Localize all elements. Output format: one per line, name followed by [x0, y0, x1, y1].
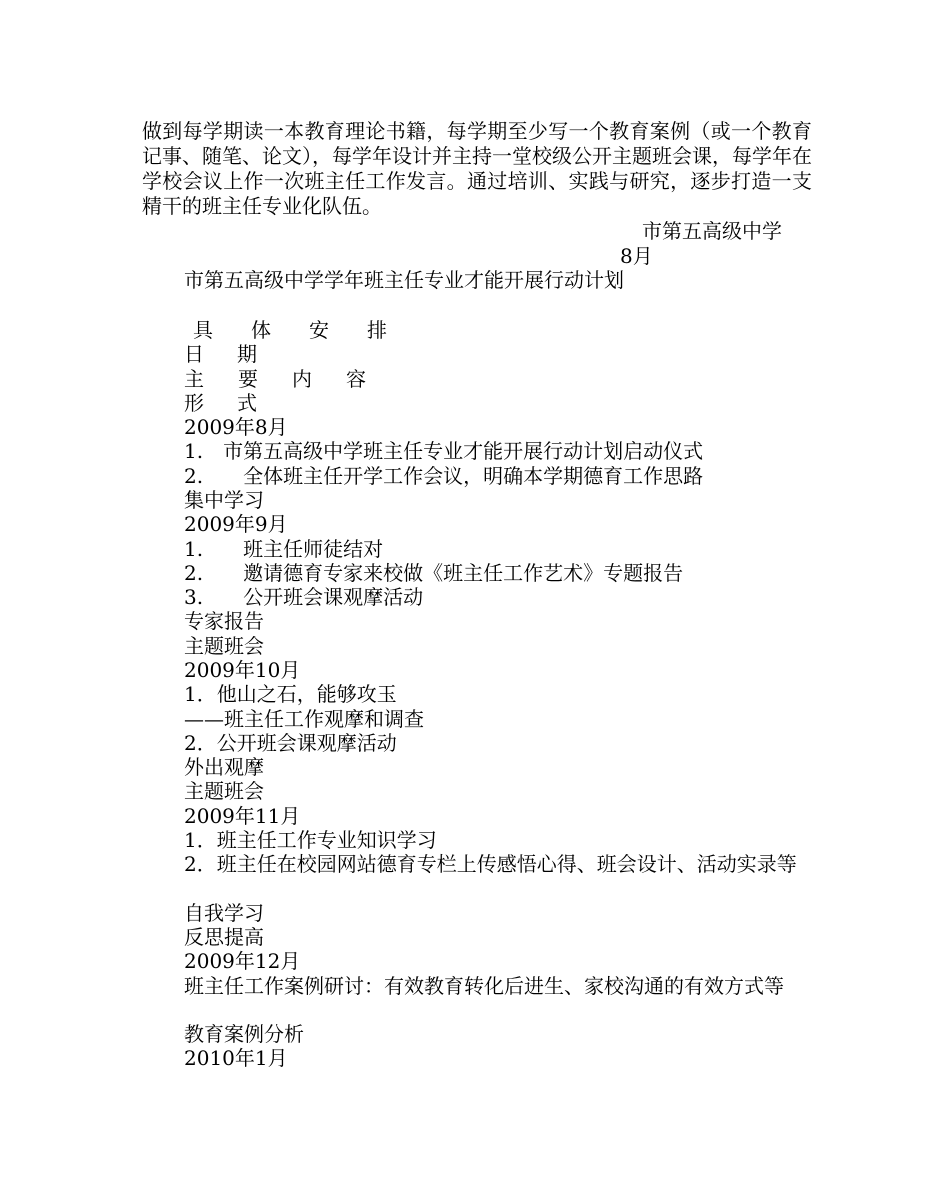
plan-title: 市第五高级中学学年班主任专业才能开展行动计划	[184, 268, 624, 292]
header-char: 安	[309, 318, 329, 342]
row-date: 2009年8月	[184, 415, 288, 439]
row-item: 3. 公开班会课观摩活动	[184, 585, 424, 609]
header-char: 体	[251, 318, 271, 342]
header-arrangement	[193, 318, 387, 342]
row-form: 主题班会	[184, 634, 264, 658]
row-item: 2．公开班会课观摩活动	[184, 731, 397, 755]
row-item: 1. 班主任师徒结对	[184, 537, 384, 561]
signature-month: 8月	[620, 244, 653, 268]
row-date: 2009年12月	[184, 949, 301, 973]
row-date: 2009年9月	[184, 512, 288, 536]
row-form: 反思提高	[184, 925, 264, 949]
header-date	[184, 342, 257, 366]
header-char: 具	[193, 318, 213, 342]
row-date: 2010年1月	[184, 1046, 288, 1070]
row-item: 2．班主任在校园网站德育专栏上传感悟心得、班会设计、活动实录等	[184, 852, 797, 876]
row-form: 主题班会	[184, 779, 264, 803]
header-char: 容	[346, 367, 366, 391]
row-form: 集中学习	[184, 488, 264, 512]
header-char: 日	[184, 342, 204, 366]
row-item: 1．他山之石，能够攻玉	[184, 682, 397, 706]
row-form: 专家报告	[184, 609, 264, 633]
header-char: 主	[184, 367, 204, 391]
intro-paragraph: 做到每学期读一本教育理论书籍，每学期至少写一个教育案例（或一个教育记事、随笔、论文），每学年设计并主持一堂校级公开主题班会课，每学年在学校会议上作一次班主任工作发言。通过培训、实践与研究，逐步打造一支精干的班主任专业化队伍。	[142, 119, 812, 218]
header-char: 要	[238, 367, 258, 391]
signature-school: 市第五高级中学	[642, 219, 782, 243]
header-char: 期	[237, 342, 257, 366]
header-char: 内	[292, 367, 312, 391]
header-char: 排	[367, 318, 387, 342]
header-char: 形	[184, 391, 204, 415]
header-content	[184, 367, 366, 391]
row-item-sub: ——班主任工作观摩和调查	[184, 707, 424, 731]
row-date: 2009年10月	[184, 658, 301, 682]
row-date: 2009年11月	[184, 804, 301, 828]
row-form: 自我学习	[184, 901, 264, 925]
row-item: 2. 全体班主任开学工作会议，明确本学期德育工作思路	[184, 464, 704, 488]
row-item: 2. 邀请德育专家来校做《班主任工作艺术》专题报告	[184, 561, 684, 585]
header-char: 式	[237, 391, 257, 415]
row-item: 1．班主任工作专业知识学习	[184, 828, 437, 852]
row-item: 班主任工作案例研讨：有效教育转化后进生、家校沟通的有效方式等	[184, 974, 784, 998]
header-form	[184, 391, 257, 415]
row-form: 教育案例分析	[184, 1022, 304, 1046]
row-item: 1. 市第五高级中学班主任专业才能开展行动计划启动仪式	[184, 439, 704, 463]
row-form: 外出观摩	[184, 755, 264, 779]
